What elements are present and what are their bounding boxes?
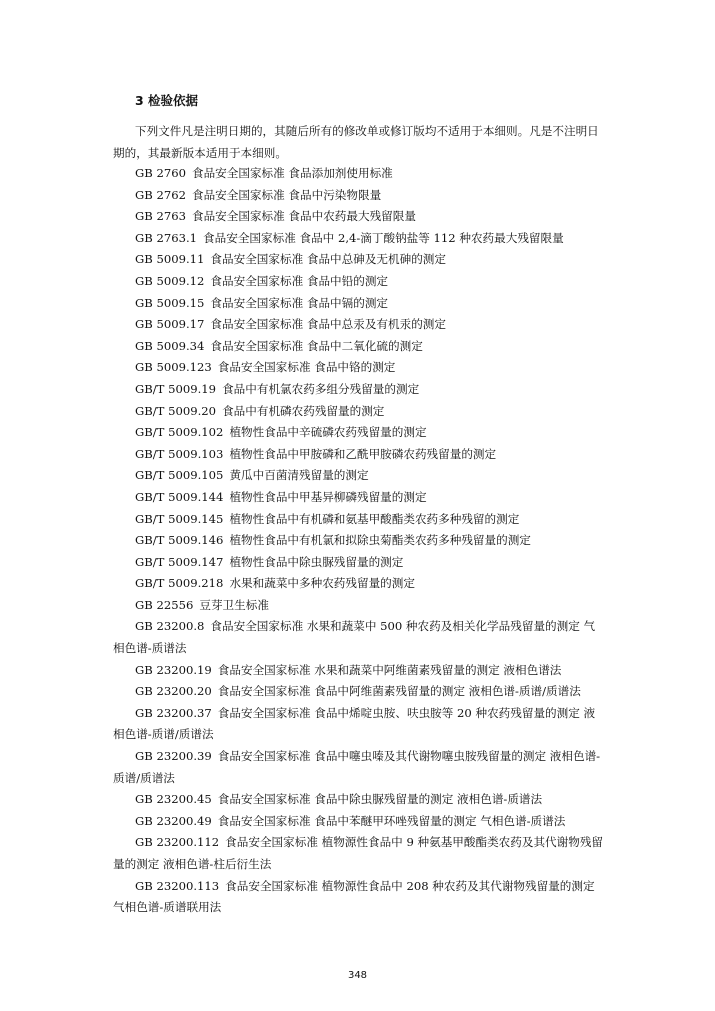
reference-code: GB/T 5009.102 bbox=[135, 425, 224, 440]
reference-title: 植物性食品中甲胺磷和乙酰甲胺磷农药残留量的测定 bbox=[229, 446, 497, 461]
reference-item bbox=[113, 552, 605, 574]
reference-item bbox=[113, 401, 605, 423]
reference-item bbox=[113, 465, 605, 487]
reference-item bbox=[113, 206, 605, 228]
reference-item bbox=[113, 228, 605, 250]
reference-item bbox=[113, 509, 605, 531]
reference-code: GB 23200.19 bbox=[135, 662, 212, 677]
reference-title: 食品安全国家标准 食品中阿维菌素残留量的测定 液相色谱-质谱/质谱法 bbox=[217, 684, 581, 699]
reference-code: GB 23200.20 bbox=[135, 684, 212, 699]
reference-title: 食品安全国家标准 食品中镉的测定 bbox=[210, 295, 389, 310]
reference-code: GB/T 5009.146 bbox=[135, 533, 224, 548]
reference-title: 食品安全国家标准 植物源性食品中 9 种氨基甲酸酯类农药及其代谢物残留量的测定 液相色谱-柱后衍生法 bbox=[113, 835, 604, 871]
reference-item bbox=[113, 422, 605, 444]
reference-item bbox=[113, 487, 605, 509]
reference-title: 植物性食品中有机氯和拟除虫菊酯类农药多种残留量的测定 bbox=[229, 533, 531, 548]
reference-item bbox=[113, 746, 605, 789]
reference-code: GB 2762 bbox=[135, 187, 186, 202]
reference-code: GB 22556 bbox=[135, 597, 194, 612]
reference-item bbox=[113, 357, 605, 379]
reference-code: GB 5009.17 bbox=[135, 317, 205, 332]
reference-title: 食品安全国家标准 植物源性食品中 208 种农药及其代谢物残留量的测定 气相色谱-质谱联用法 bbox=[113, 878, 595, 915]
reference-title: 食品安全国家标准 食品中污染物限量 bbox=[191, 187, 382, 202]
reference-item bbox=[113, 293, 605, 315]
reference-title: 植物性食品中除虫脲残留量的测定 bbox=[229, 554, 404, 569]
reference-item bbox=[113, 595, 605, 617]
reference-code: GB/T 5009.218 bbox=[135, 576, 224, 591]
reference-code: GB/T 5009.144 bbox=[135, 489, 224, 504]
reference-title: 食品安全国家标准 食品中二氧化硫的测定 bbox=[210, 338, 423, 353]
reference-item bbox=[113, 444, 605, 466]
reference-title: 植物性食品中甲基异柳磷残留量的测定 bbox=[229, 489, 427, 504]
reference-title: 食品安全国家标准 水果和蔬菜中 500 种农药及相关化学品残留量的测定 气相色谱-质谱法 bbox=[113, 619, 596, 656]
reference-title: 植物性食品中有机磷和氨基甲酸酯类农药多种残留的测定 bbox=[229, 511, 520, 526]
reference-title: 食品安全国家标准 食品中除虫脲残留量的测定 液相色谱-质谱法 bbox=[217, 792, 543, 807]
reference-title: 植物性食品中辛硫磷农药残留量的测定 bbox=[229, 425, 427, 440]
reference-item bbox=[113, 185, 605, 207]
reference-code: GB 23200.39 bbox=[135, 749, 212, 764]
reference-item bbox=[113, 530, 605, 552]
reference-title: 水果和蔬菜中多种农药残留量的测定 bbox=[229, 576, 415, 591]
reference-item bbox=[113, 616, 605, 659]
reference-code: GB 23200.113 bbox=[135, 878, 220, 893]
reference-code: GB 23200.112 bbox=[135, 835, 220, 850]
reference-item bbox=[113, 703, 605, 746]
reference-title: 食品中有机磷农药残留量的测定 bbox=[222, 403, 385, 418]
reference-title: 食品安全国家标准 食品中噻虫嗪及其代谢物噻虫胺残留量的测定 液相色谱-质谱/质谱法 bbox=[113, 749, 601, 785]
reference-code: GB 5009.12 bbox=[135, 273, 205, 288]
reference-item bbox=[113, 876, 605, 919]
reference-title: 食品安全国家标准 食品添加剂使用标准 bbox=[191, 166, 393, 180]
reference-code: GB 23200.8 bbox=[135, 619, 205, 634]
reference-title: 食品中有机氯农药多组分残留量的测定 bbox=[222, 381, 420, 396]
reference-code: GB/T 5009.19 bbox=[135, 381, 217, 396]
page-number: 348 bbox=[347, 970, 368, 981]
reference-title: 食品安全国家标准 食品中农药最大残留限量 bbox=[191, 209, 416, 224]
reference-item bbox=[113, 271, 605, 293]
reference-code: GB 5009.123 bbox=[135, 360, 212, 375]
reference-code: GB 5009.34 bbox=[135, 338, 205, 353]
reference-item bbox=[113, 811, 605, 833]
reference-title: 食品安全国家标准 食品中烯啶虫胺、呋虫胺等 20 种农药残留量的测定 液相色谱-质谱/质谱法 bbox=[113, 705, 596, 742]
reference-title: 食品安全国家标准 食品中铬的测定 bbox=[217, 360, 396, 375]
reference-code: GB/T 5009.147 bbox=[135, 554, 224, 569]
reference-item bbox=[113, 681, 605, 703]
reference-code: GB/T 5009.105 bbox=[135, 468, 224, 483]
reference-item bbox=[113, 660, 605, 682]
reference-title: 食品安全国家标准 食品中总汞及有机汞的测定 bbox=[210, 317, 446, 332]
reference-code: GB/T 5009.103 bbox=[135, 446, 224, 461]
reference-item bbox=[113, 336, 605, 358]
reference-item bbox=[113, 832, 605, 875]
reference-item bbox=[113, 163, 605, 185]
reference-item bbox=[113, 249, 605, 271]
reference-item bbox=[113, 789, 605, 811]
section-intro: 下列文件凡是注明日期的，其随后所有的修改单或修订版均不适用于本细则。凡是不注明日期的，其最新版本适用于本细则。 bbox=[113, 124, 599, 160]
reference-code: GB 23200.45 bbox=[135, 792, 212, 807]
reference-title: 食品安全国家标准 食品中铅的测定 bbox=[210, 273, 389, 288]
reference-item bbox=[113, 314, 605, 336]
reference-code: GB 5009.11 bbox=[135, 252, 205, 267]
reference-code: GB/T 5009.20 bbox=[135, 403, 217, 418]
reference-title: 食品安全国家标准 食品中苯醚甲环唑残留量的测定 气相色谱-质谱法 bbox=[217, 813, 566, 828]
reference-code: GB 5009.15 bbox=[135, 295, 205, 310]
reference-title: 食品安全国家标准 食品中 2,4-滴丁酸钠盐等 112 种农药最大残留限量 bbox=[203, 230, 564, 245]
section-heading: 3 检验依据 bbox=[135, 93, 199, 108]
reference-code: GB/T 5009.145 bbox=[135, 511, 224, 526]
reference-title: 食品安全国家标准 水果和蔬菜中阿维菌素残留量的测定 液相色谱法 bbox=[217, 662, 562, 677]
reference-code: GB 2760 bbox=[135, 166, 186, 180]
reference-list bbox=[113, 163, 605, 919]
reference-title: 黄瓜中百菌清残留量的测定 bbox=[229, 468, 369, 483]
reference-code: GB 2763 bbox=[135, 209, 186, 224]
reference-title: 食品安全国家标准 食品中总砷及无机砷的测定 bbox=[210, 252, 446, 267]
reference-item bbox=[113, 573, 605, 595]
reference-code: GB 2763.1 bbox=[135, 230, 198, 245]
reference-code: GB 23200.49 bbox=[135, 813, 212, 828]
reference-code: GB 23200.37 bbox=[135, 705, 212, 720]
reference-item bbox=[113, 379, 605, 401]
reference-title: 豆芽卫生标准 bbox=[199, 597, 269, 612]
